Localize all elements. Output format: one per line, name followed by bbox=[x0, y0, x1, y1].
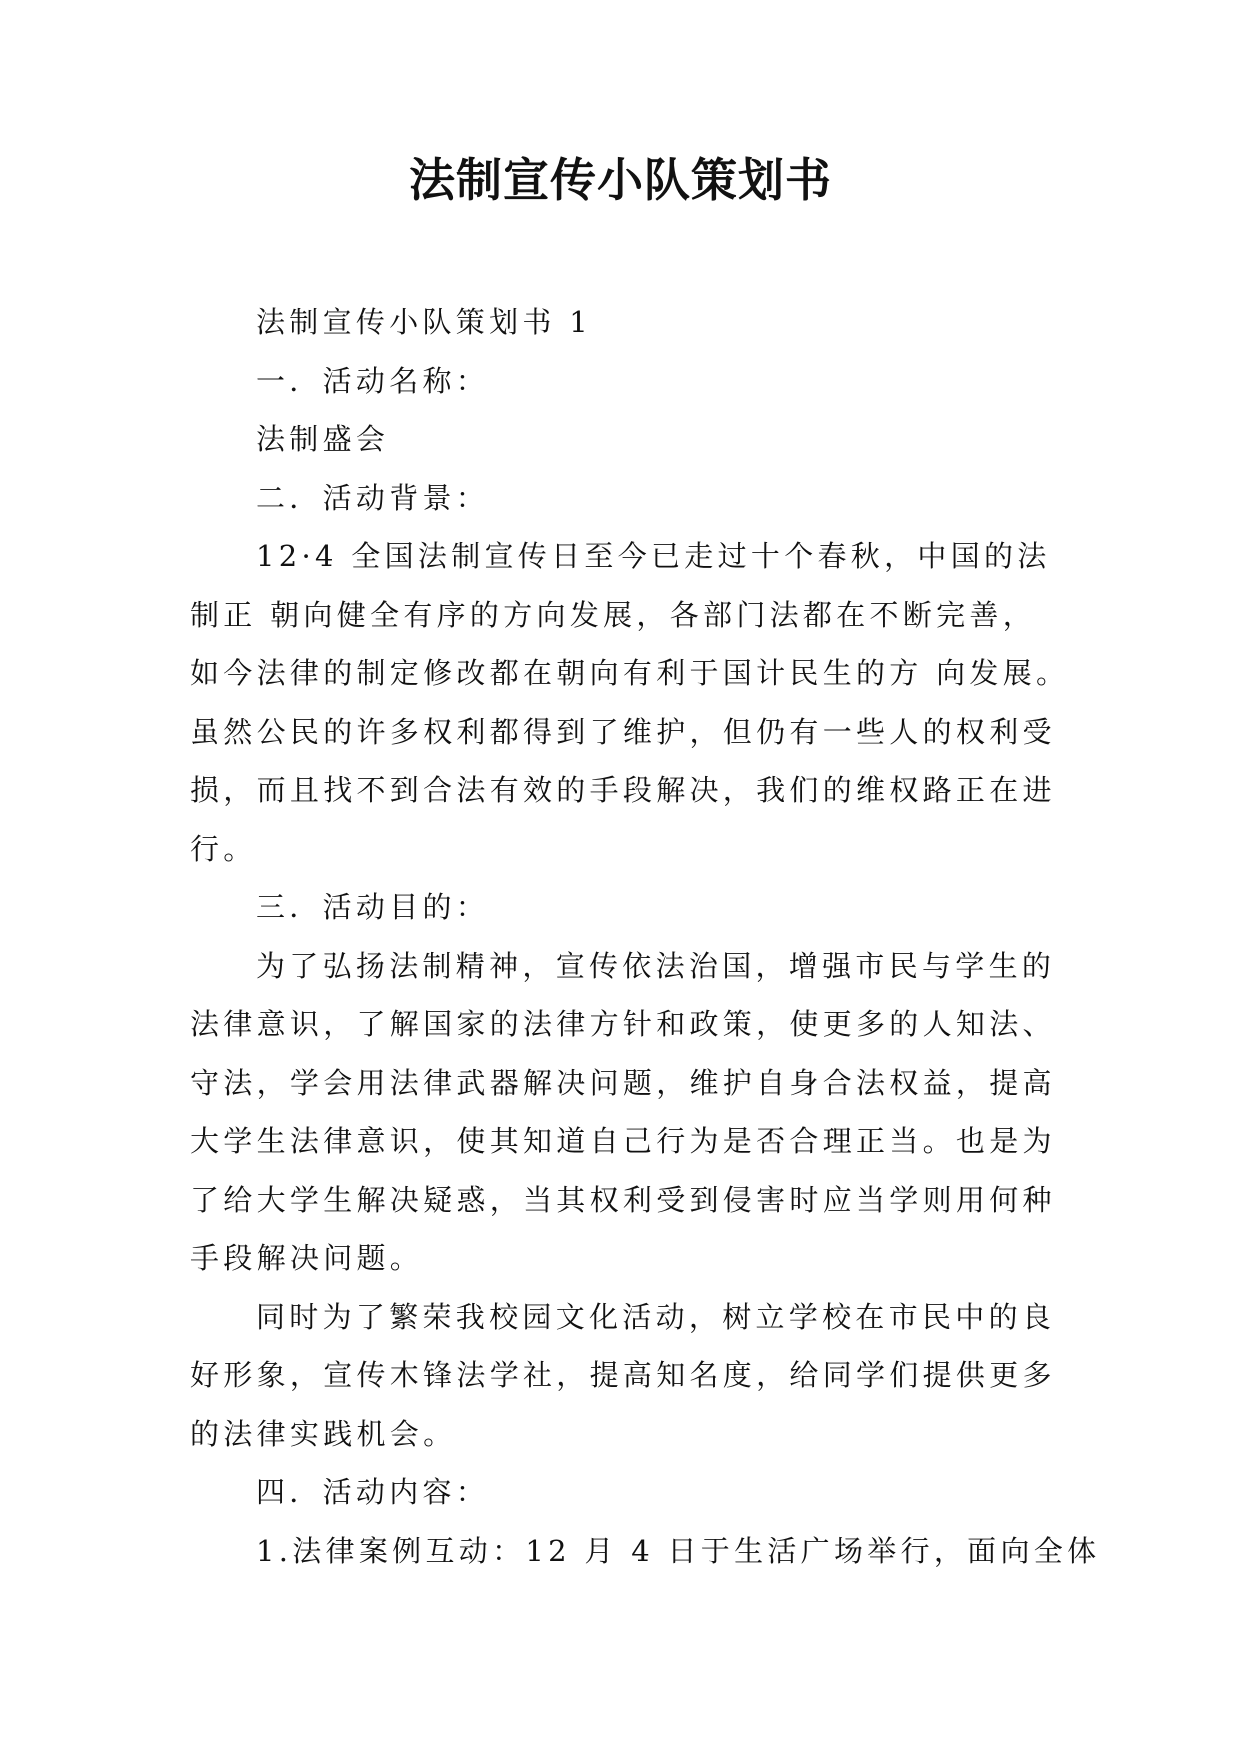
paragraph-line: 为了弘扬法制精神，宣传依法治国，增强市民与学生的 bbox=[256, 948, 1056, 983]
section-heading-background: 二．活动背景： bbox=[256, 480, 490, 515]
section-heading-purpose: 三．活动目的： bbox=[256, 890, 490, 924]
paragraph-line: 守法，学会用法律武器解决问题，维护自身合法权益，提高 bbox=[190, 1065, 1056, 1100]
paragraph-line: 1.法律案例互动：12 月 4 日于生活广场举行，面向全体 bbox=[256, 1533, 1101, 1568]
document-body bbox=[190, 293, 1101, 1580]
paragraph-line: 如今法律的制定修改都在朝向有利于国计民生的方 向发展。 bbox=[190, 656, 1070, 690]
paragraph-line: 损，而且找不到合法有效的手段解决，我们的维权路正在进 bbox=[190, 773, 1056, 807]
paragraph-line: 了给大学生解决疑惑，当其权利受到侵害时应当学则用何种 bbox=[190, 1182, 1056, 1217]
paragraph-line: 法律意识，了解国家的法律方针和政策，使更多的人知法、 bbox=[190, 1007, 1056, 1041]
paragraph-line: 的法律实践机会。 bbox=[190, 1416, 457, 1451]
subtitle-line: 法制宣传小队策划书 1 bbox=[256, 305, 592, 339]
paragraph-line: 虽然公民的许多权利都得到了维护，但仍有一些人的权利受 bbox=[190, 714, 1056, 749]
paragraph-line: 好形象，宣传木锋法学社，提高知名度，给同学们提供更多 bbox=[190, 1358, 1056, 1392]
section-heading-content: 四．活动内容： bbox=[256, 1475, 490, 1509]
paragraph-line: 制正 朝向健全有序的方向发展，各部门法都在不断完善， bbox=[190, 597, 1037, 632]
section-heading-name: 一．活动名称： bbox=[256, 363, 490, 398]
paragraph-line: 手段解决问题。 bbox=[190, 1241, 424, 1275]
paragraph-line: 法制盛会 bbox=[256, 422, 390, 456]
paragraph-line: 行。 bbox=[190, 831, 257, 866]
paragraph-line: 大学生法律意识，使其知道自己行为是否合理正当。也是为 bbox=[190, 1124, 1056, 1158]
paragraph-line: 同时为了繁荣我校园文化活动，树立学校在市民中的良 bbox=[256, 1299, 1056, 1334]
document-title: 法制宣传小队策划书 bbox=[409, 153, 832, 207]
paragraph-line: 12·4 全国法制宣传日至今已走过十个春秋，中国的法 bbox=[256, 539, 1051, 573]
